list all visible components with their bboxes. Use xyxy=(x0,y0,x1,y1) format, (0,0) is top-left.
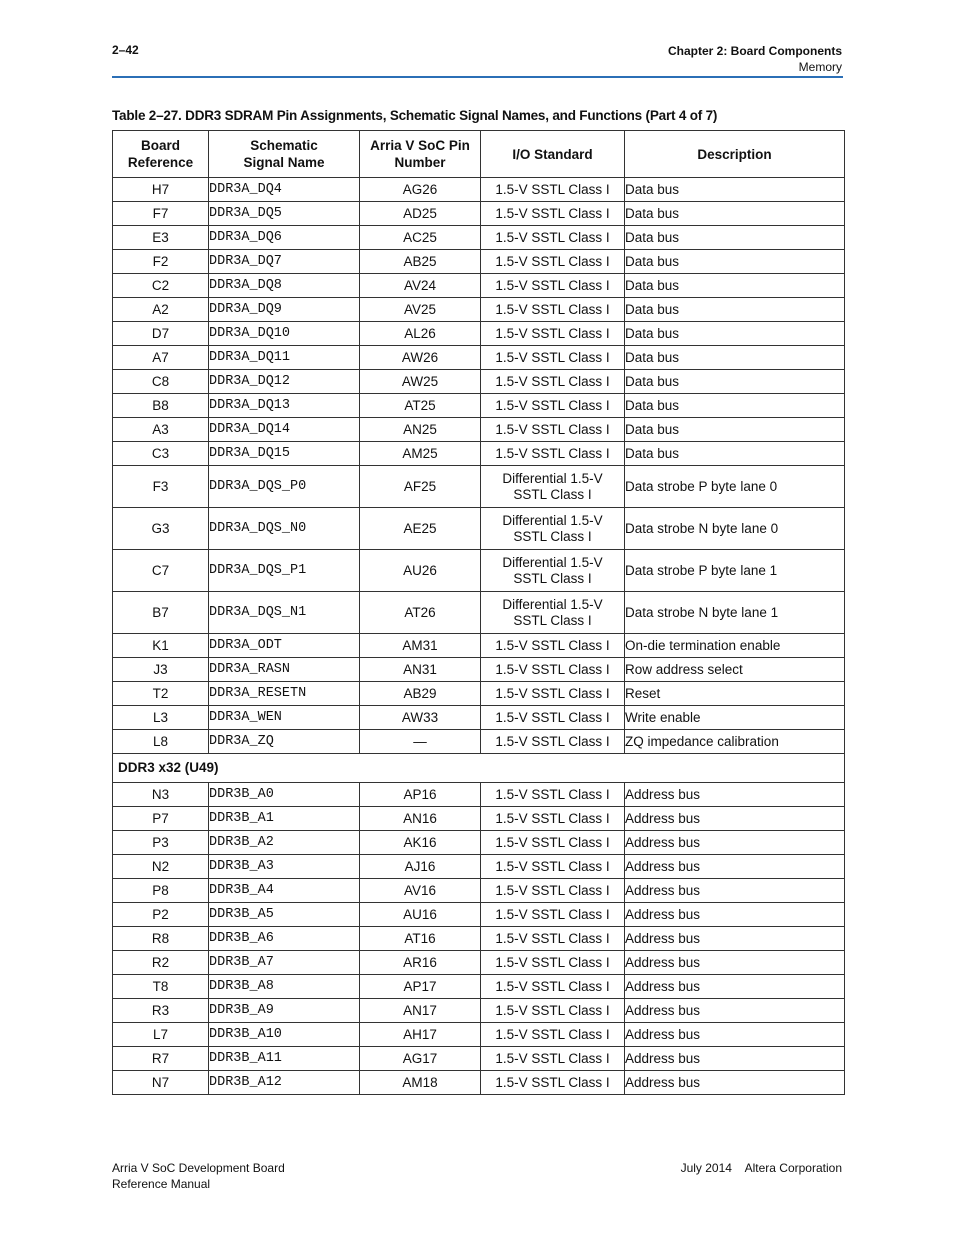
pin-number-cell: AM31 xyxy=(360,634,481,658)
table-row xyxy=(113,999,845,1023)
description-cell: On-die termination enable xyxy=(625,634,845,658)
signal-name-cell: DDR3A_DQ14 xyxy=(209,418,360,442)
pin-number-cell: AB25 xyxy=(360,250,481,274)
table-row xyxy=(113,250,845,274)
pin-number-cell: AV25 xyxy=(360,298,481,322)
board-reference-cell: K1 xyxy=(113,634,209,658)
table-row xyxy=(113,730,845,754)
pin-number-cell: AW26 xyxy=(360,346,481,370)
io-standard-cell: 1.5-V SSTL Class I xyxy=(481,1047,625,1071)
io-standard-cell: 1.5-V SSTL Class I xyxy=(481,658,625,682)
table-row xyxy=(113,1023,845,1047)
description-cell: Address bus xyxy=(625,879,845,903)
signal-name-cell: DDR3B_A3 xyxy=(209,855,360,879)
pin-number-cell: AT26 xyxy=(360,592,481,634)
description-cell: Address bus xyxy=(625,999,845,1023)
description-cell: Address bus xyxy=(625,855,845,879)
io-standard-cell: 1.5-V SSTL Class I xyxy=(481,442,625,466)
table-row xyxy=(113,202,845,226)
board-reference-cell: L8 xyxy=(113,730,209,754)
description-cell: Data bus xyxy=(625,370,845,394)
table-body xyxy=(113,178,845,1095)
description-cell: Data bus xyxy=(625,346,845,370)
footer-doc-subtitle: Reference Manual xyxy=(112,1177,211,1191)
io-standard-cell: 1.5-V SSTL Class I xyxy=(481,855,625,879)
signal-name-cell: DDR3B_A0 xyxy=(209,783,360,807)
pin-number-cell: AG26 xyxy=(360,178,481,202)
io-standard-cell: 1.5-V SSTL Class I xyxy=(481,975,625,999)
io-standard-cell xyxy=(481,550,625,592)
description-cell: Data strobe N byte lane 0 xyxy=(625,508,845,550)
chapter-title: Chapter 2: Board Components xyxy=(667,44,842,58)
table-row xyxy=(113,658,845,682)
signal-name-cell: DDR3A_DQ5 xyxy=(209,202,360,226)
board-reference-cell: B7 xyxy=(113,592,209,634)
pin-number-cell: AN31 xyxy=(360,658,481,682)
description-cell: Address bus xyxy=(625,1023,845,1047)
board-reference-cell: L7 xyxy=(113,1023,209,1047)
signal-name-cell: DDR3A_DQ15 xyxy=(209,442,360,466)
table-row xyxy=(113,951,845,975)
signal-name-cell: DDR3A_DQ11 xyxy=(209,346,360,370)
board-reference-cell: T2 xyxy=(113,682,209,706)
description-cell: Address bus xyxy=(625,951,845,975)
io-standard-cell: 1.5-V SSTL Class I xyxy=(481,1071,625,1095)
table-row xyxy=(113,634,845,658)
signal-name-cell: DDR3B_A6 xyxy=(209,927,360,951)
io-standard-line: Differential 1.5-V xyxy=(502,512,603,528)
board-reference-cell: N3 xyxy=(113,783,209,807)
pin-number-cell: AH17 xyxy=(360,1023,481,1047)
io-standard-cell: 1.5-V SSTL Class I xyxy=(481,1023,625,1047)
table-row xyxy=(113,550,845,592)
board-reference-cell: H7 xyxy=(113,178,209,202)
description-cell: Data bus xyxy=(625,250,845,274)
board-reference-cell: N7 xyxy=(113,1071,209,1095)
pin-number-cell: AM18 xyxy=(360,1071,481,1095)
io-standard-line: Differential 1.5-V xyxy=(502,470,603,486)
description-cell: Address bus xyxy=(625,903,845,927)
io-standard-line: SSTL Class I xyxy=(513,570,592,586)
pin-number-cell: AU16 xyxy=(360,903,481,927)
pin-number-cell: AP16 xyxy=(360,783,481,807)
description-cell: Address bus xyxy=(625,831,845,855)
signal-name-cell: DDR3B_A4 xyxy=(209,879,360,903)
description-cell: ZQ impedance calibration xyxy=(625,730,845,754)
io-standard-line: Differential 1.5-V xyxy=(502,596,603,612)
description-cell: Data bus xyxy=(625,394,845,418)
pin-number-cell: AU26 xyxy=(360,550,481,592)
io-standard-cell: 1.5-V SSTL Class I xyxy=(481,346,625,370)
description-cell: Data strobe P byte lane 1 xyxy=(625,550,845,592)
pin-number-cell: — xyxy=(360,730,481,754)
io-standard-cell: 1.5-V SSTL Class I xyxy=(481,418,625,442)
running-header xyxy=(668,43,842,75)
table-row xyxy=(113,178,845,202)
signal-name-cell: DDR3A_ZQ xyxy=(209,730,360,754)
description-cell: Data bus xyxy=(625,442,845,466)
col-header-board-reference: Board Reference xyxy=(113,131,209,178)
board-reference-cell: J3 xyxy=(113,658,209,682)
pin-number-cell: AN17 xyxy=(360,999,481,1023)
signal-name-cell: DDR3A_DQ8 xyxy=(209,274,360,298)
table-row xyxy=(113,1071,845,1095)
description-cell: Data bus xyxy=(625,274,845,298)
board-reference-cell: N2 xyxy=(113,855,209,879)
board-reference-cell: R8 xyxy=(113,927,209,951)
io-standard-cell: 1.5-V SSTL Class I xyxy=(481,783,625,807)
table-row xyxy=(113,975,845,999)
table-row xyxy=(113,226,845,250)
pin-number-cell: AJ16 xyxy=(360,855,481,879)
io-standard-cell: 1.5-V SSTL Class I xyxy=(481,226,625,250)
footer-left xyxy=(112,1160,285,1192)
description-cell: Data strobe P byte lane 0 xyxy=(625,466,845,508)
board-reference-cell: G3 xyxy=(113,508,209,550)
signal-name-cell: DDR3A_DQ9 xyxy=(209,298,360,322)
signal-name-cell: DDR3B_A9 xyxy=(209,999,360,1023)
board-reference-cell: A3 xyxy=(113,418,209,442)
pin-number-cell: AF25 xyxy=(360,466,481,508)
io-standard-line: Differential 1.5-V xyxy=(502,554,603,570)
io-standard-cell: 1.5-V SSTL Class I xyxy=(481,394,625,418)
board-reference-cell: D7 xyxy=(113,322,209,346)
board-reference-cell: C2 xyxy=(113,274,209,298)
pin-number-cell: AV24 xyxy=(360,274,481,298)
signal-name-cell: DDR3A_DQ10 xyxy=(209,322,360,346)
pin-number-cell: AW25 xyxy=(360,370,481,394)
section-title: Memory xyxy=(798,60,842,74)
io-standard-cell: 1.5-V SSTL Class I xyxy=(481,706,625,730)
table-row xyxy=(113,879,845,903)
table-row xyxy=(113,370,845,394)
io-standard-cell: 1.5-V SSTL Class I xyxy=(481,682,625,706)
board-reference-cell: A2 xyxy=(113,298,209,322)
description-cell: Address bus xyxy=(625,927,845,951)
board-reference-cell: A7 xyxy=(113,346,209,370)
table-row xyxy=(113,274,845,298)
board-reference-cell: C8 xyxy=(113,370,209,394)
signal-name-cell: DDR3A_WEN xyxy=(209,706,360,730)
io-standard-cell xyxy=(481,466,625,508)
pin-number-cell: AN25 xyxy=(360,418,481,442)
io-standard-line: SSTL Class I xyxy=(513,528,592,544)
signal-name-cell: DDR3B_A1 xyxy=(209,807,360,831)
pin-number-cell: AM25 xyxy=(360,442,481,466)
io-standard-cell xyxy=(481,592,625,634)
description-cell: Address bus xyxy=(625,1071,845,1095)
pin-number-cell: AB29 xyxy=(360,682,481,706)
signal-name-cell: DDR3B_A5 xyxy=(209,903,360,927)
table-row xyxy=(113,855,845,879)
io-standard-cell: 1.5-V SSTL Class I xyxy=(481,999,625,1023)
board-reference-cell: T8 xyxy=(113,975,209,999)
table-row xyxy=(113,298,845,322)
table-row xyxy=(113,1047,845,1071)
description-cell: Address bus xyxy=(625,1047,845,1071)
signal-name-cell: DDR3B_A12 xyxy=(209,1071,360,1095)
io-standard-cell: 1.5-V SSTL Class I xyxy=(481,634,625,658)
pin-number-cell: AR16 xyxy=(360,951,481,975)
description-cell: Address bus xyxy=(625,783,845,807)
signal-name-cell: DDR3A_DQS_P1 xyxy=(209,550,360,592)
description-cell: Write enable xyxy=(625,706,845,730)
pin-number-cell: AL26 xyxy=(360,322,481,346)
board-reference-cell: F7 xyxy=(113,202,209,226)
io-standard-cell: 1.5-V SSTL Class I xyxy=(481,322,625,346)
io-standard-cell: 1.5-V SSTL Class I xyxy=(481,178,625,202)
table-row xyxy=(113,322,845,346)
description-cell: Data bus xyxy=(625,226,845,250)
board-reference-cell: P3 xyxy=(113,831,209,855)
description-cell: Address bus xyxy=(625,807,845,831)
board-reference-cell: B8 xyxy=(113,394,209,418)
signal-name-cell: DDR3A_DQ4 xyxy=(209,178,360,202)
signal-name-cell: DDR3A_DQ12 xyxy=(209,370,360,394)
description-cell: Data bus xyxy=(625,298,845,322)
io-standard-cell: 1.5-V SSTL Class I xyxy=(481,951,625,975)
signal-name-cell: DDR3A_RESETN xyxy=(209,682,360,706)
table-row xyxy=(113,783,845,807)
board-reference-cell: F3 xyxy=(113,466,209,508)
description-cell: Reset xyxy=(625,682,845,706)
signal-name-cell: DDR3A_ODT xyxy=(209,634,360,658)
table-row xyxy=(113,682,845,706)
pin-assignment-table xyxy=(112,130,845,1095)
table-row xyxy=(113,831,845,855)
header-rule xyxy=(112,76,843,78)
io-standard-cell: 1.5-V SSTL Class I xyxy=(481,250,625,274)
io-standard-cell: 1.5-V SSTL Class I xyxy=(481,903,625,927)
table-row xyxy=(113,903,845,927)
pin-number-cell: AN16 xyxy=(360,807,481,831)
table-row xyxy=(113,508,845,550)
pin-number-cell: AV16 xyxy=(360,879,481,903)
board-reference-cell: E3 xyxy=(113,226,209,250)
table-row xyxy=(113,706,845,730)
board-reference-cell: R3 xyxy=(113,999,209,1023)
footer-doc-title: Arria V SoC Development Board xyxy=(112,1161,285,1175)
table-row xyxy=(113,346,845,370)
footer-date-company: July 2014 Altera Corporation xyxy=(680,1161,842,1175)
table-row xyxy=(113,418,845,442)
io-standard-cell: 1.5-V SSTL Class I xyxy=(481,370,625,394)
col-header-io-standard: I/O Standard xyxy=(481,131,625,178)
board-reference-cell: P7 xyxy=(113,807,209,831)
signal-name-cell: DDR3B_A2 xyxy=(209,831,360,855)
signal-name-cell: DDR3A_DQ13 xyxy=(209,394,360,418)
col-header-signal-name: Schematic Signal Name xyxy=(209,131,360,178)
col-header-description: Description xyxy=(625,131,845,178)
io-standard-line: SSTL Class I xyxy=(513,612,592,628)
io-standard-cell: 1.5-V SSTL Class I xyxy=(481,730,625,754)
signal-name-cell: DDR3A_RASN xyxy=(209,658,360,682)
table-header-row xyxy=(113,131,845,178)
table-row xyxy=(113,807,845,831)
pin-number-cell: AE25 xyxy=(360,508,481,550)
pin-number-cell: AT25 xyxy=(360,394,481,418)
description-cell: Data bus xyxy=(625,202,845,226)
board-reference-cell: L3 xyxy=(113,706,209,730)
pin-number-cell: AG17 xyxy=(360,1047,481,1071)
io-standard-cell: 1.5-V SSTL Class I xyxy=(481,202,625,226)
table-row xyxy=(113,592,845,634)
board-reference-cell: F2 xyxy=(113,250,209,274)
io-standard-cell: 1.5-V SSTL Class I xyxy=(481,298,625,322)
section-label: DDR3 x32 (U49) xyxy=(113,754,845,783)
board-reference-cell: C3 xyxy=(113,442,209,466)
board-reference-cell: R7 xyxy=(113,1047,209,1071)
signal-name-cell: DDR3B_A8 xyxy=(209,975,360,999)
board-reference-cell: P8 xyxy=(113,879,209,903)
col-header-pin-number: Arria V SoC Pin Number xyxy=(360,131,481,178)
signal-name-cell: DDR3A_DQS_P0 xyxy=(209,466,360,508)
page-number: 2–42 xyxy=(112,43,139,57)
section-row xyxy=(113,754,845,783)
table-row xyxy=(113,466,845,508)
io-standard-line: SSTL Class I xyxy=(513,486,592,502)
description-cell: Data bus xyxy=(625,322,845,346)
table-row xyxy=(113,442,845,466)
pin-number-cell: AW33 xyxy=(360,706,481,730)
io-standard-cell: 1.5-V SSTL Class I xyxy=(481,831,625,855)
pin-number-cell: AT16 xyxy=(360,927,481,951)
pin-number-cell: AC25 xyxy=(360,226,481,250)
pin-number-cell: AP17 xyxy=(360,975,481,999)
signal-name-cell: DDR3B_A11 xyxy=(209,1047,360,1071)
table-row xyxy=(113,927,845,951)
signal-name-cell: DDR3B_A7 xyxy=(209,951,360,975)
board-reference-cell: C7 xyxy=(113,550,209,592)
io-standard-cell: 1.5-V SSTL Class I xyxy=(481,274,625,298)
io-standard-cell: 1.5-V SSTL Class I xyxy=(481,807,625,831)
signal-name-cell: DDR3A_DQS_N1 xyxy=(209,592,360,634)
signal-name-cell: DDR3A_DQS_N0 xyxy=(209,508,360,550)
pin-number-cell: AD25 xyxy=(360,202,481,226)
signal-name-cell: DDR3A_DQ7 xyxy=(209,250,360,274)
pin-number-cell: AK16 xyxy=(360,831,481,855)
io-standard-cell: 1.5-V SSTL Class I xyxy=(481,927,625,951)
signal-name-cell: DDR3B_A10 xyxy=(209,1023,360,1047)
description-cell: Data bus xyxy=(625,418,845,442)
description-cell: Row address select xyxy=(625,658,845,682)
io-standard-cell xyxy=(481,508,625,550)
board-reference-cell: P2 xyxy=(113,903,209,927)
description-cell: Address bus xyxy=(625,975,845,999)
signal-name-cell: DDR3A_DQ6 xyxy=(209,226,360,250)
description-cell: Data bus xyxy=(625,178,845,202)
board-reference-cell: R2 xyxy=(113,951,209,975)
table-row xyxy=(113,394,845,418)
description-cell: Data strobe N byte lane 1 xyxy=(625,592,845,634)
io-standard-cell: 1.5-V SSTL Class I xyxy=(481,879,625,903)
table-caption: Table 2–27. DDR3 SDRAM Pin Assignments, Schematic Signal Names, and Functions (Part 4 of 7) xyxy=(112,108,718,123)
